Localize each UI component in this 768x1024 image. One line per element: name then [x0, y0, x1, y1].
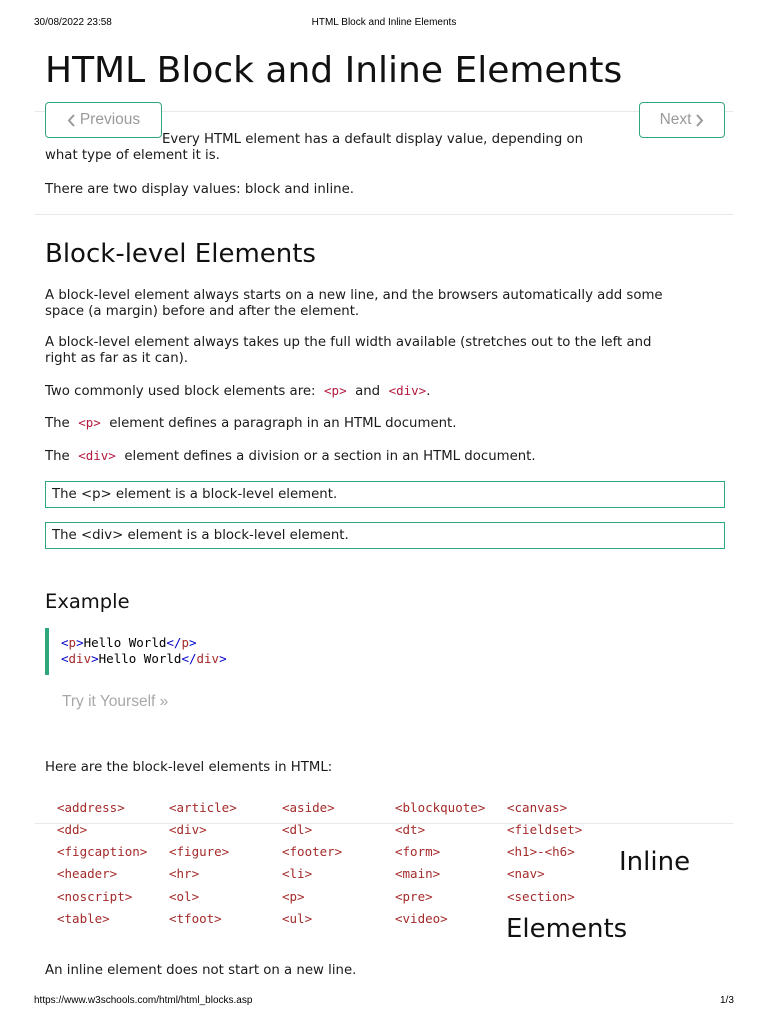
block-element-tag: <article> [169, 800, 237, 815]
chevron-left-icon [67, 114, 76, 127]
tag-name: p [68, 635, 77, 650]
elements-list-intro: Here are the block-level elements in HTML: [45, 760, 333, 775]
block-p2-line2: right as far as it can). [45, 351, 189, 366]
code-p-tag: <p> [324, 383, 347, 398]
previous-label: Previous [79, 111, 141, 128]
block-element-tag: <dl> [282, 822, 313, 837]
bracket: > [188, 635, 197, 650]
block-element-tag: <pre> [395, 889, 433, 904]
block-element-tag: <canvas> [507, 800, 568, 815]
block-element-tag: <ol> [169, 889, 200, 904]
block-p2-line1: A block-level element always takes up the full width available (stretches out to the left and [45, 335, 652, 350]
code-p-tag: <p> [78, 415, 101, 430]
print-footer-url: https://www.w3schools.com/html/html_blocks.asp [34, 995, 253, 1006]
block-element-tag: <fieldset> [507, 822, 583, 837]
block-element-tag: <section> [507, 889, 575, 904]
block-heading: Block-level Elements [45, 239, 316, 269]
block-element-tag: <dd> [57, 822, 88, 837]
example-code-line1 [61, 635, 197, 651]
block-element-tag: <blockquote> [395, 800, 486, 815]
block-p3-prefix: Two commonly used block elements are: [45, 384, 316, 399]
bracket: </ [181, 651, 197, 666]
block-element-tag: <nav> [507, 866, 545, 881]
block-element-tag: <footer> [282, 844, 343, 859]
block-element-tag: <figcaption> [57, 844, 148, 859]
bracket: > [91, 651, 99, 666]
bracket: > [219, 651, 227, 666]
block-p1-line2: space (a margin) before and after the element. [45, 304, 360, 319]
block-element-tag: <h1>-<h6> [507, 844, 575, 859]
intro-display-values: There are two display values: block and inline. [45, 182, 354, 197]
demo-div-box: The <div> element is a block-level element. [45, 522, 725, 549]
block-element-tag: <dt> [395, 822, 426, 837]
block-element-tag: <div> [169, 822, 207, 837]
block-element-tag: <figure> [169, 844, 230, 859]
block-element-tag: <hr> [169, 866, 200, 881]
next-label: Next [659, 111, 692, 128]
block-p4 [45, 414, 457, 432]
bracket: < [61, 635, 69, 650]
example-heading: Example [45, 590, 130, 613]
block-element-tag: <header> [57, 866, 118, 881]
intro-line2: what type of element it is. [45, 148, 220, 163]
block-element-tag: <li> [282, 866, 313, 881]
block-element-tag: <table> [57, 911, 110, 926]
print-page-number: 1/3 [720, 995, 734, 1006]
previous-button[interactable] [45, 102, 162, 138]
block-p4-the: The [45, 416, 70, 431]
intro-line1: Every HTML element has a default display value, depending on [162, 132, 584, 147]
divider [35, 823, 733, 824]
code-div-tag: <div> [78, 448, 116, 463]
block-p5-rest: element defines a division or a section in an HTML document. [124, 449, 536, 464]
demo-p-box: The <p> element is a block-level element. [45, 481, 725, 508]
block-p4-rest: element defines a paragraph in an HTML document. [109, 416, 457, 431]
tag-name: div [68, 651, 92, 666]
block-element-tag: <video> [395, 911, 448, 926]
code-text: Hello World [98, 651, 182, 666]
divider [35, 214, 733, 215]
block-element-tag: <form> [395, 844, 441, 859]
print-doc-title: HTML Block and Inline Elements [311, 17, 457, 28]
block-element-tag: <noscript> [57, 889, 133, 904]
inline-heading-word1: Inline [619, 847, 691, 877]
block-p5-the: The [45, 449, 70, 464]
inline-heading-word2: Elements [506, 914, 628, 944]
block-element-tag: <main> [395, 866, 441, 881]
block-p1-line1: A block-level element always starts on a new line, and the browsers automatically add some [45, 288, 663, 303]
try-it-yourself-button[interactable]: Try it Yourself » [62, 693, 169, 710]
block-element-tag: <p> [282, 889, 305, 904]
bracket: </ [166, 635, 182, 650]
block-element-tag: <tfoot> [169, 911, 222, 926]
example-accent-bar [45, 628, 49, 675]
block-p3-and: and [355, 384, 381, 399]
tag-name: div [196, 651, 220, 666]
tag-name: p [181, 635, 189, 650]
block-element-tag: <aside> [282, 800, 335, 815]
chevron-right-icon [695, 114, 704, 127]
block-element-tag: <ul> [282, 911, 313, 926]
next-button[interactable] [639, 102, 725, 138]
example-code-line2 [61, 651, 227, 667]
bracket: > [76, 635, 84, 650]
inline-p1: An inline element does not start on a new line. [45, 963, 357, 978]
page-title: HTML Block and Inline Elements [45, 50, 623, 91]
print-timestamp: 30/08/2022 23:58 [34, 17, 112, 28]
bracket: < [61, 651, 69, 666]
block-p5 [45, 447, 536, 465]
block-p3-suffix: . [426, 384, 431, 399]
code-div-tag: <div> [388, 383, 427, 398]
block-p3 [45, 382, 430, 400]
code-text: Hello World [83, 635, 167, 650]
block-element-tag: <address> [57, 800, 125, 815]
